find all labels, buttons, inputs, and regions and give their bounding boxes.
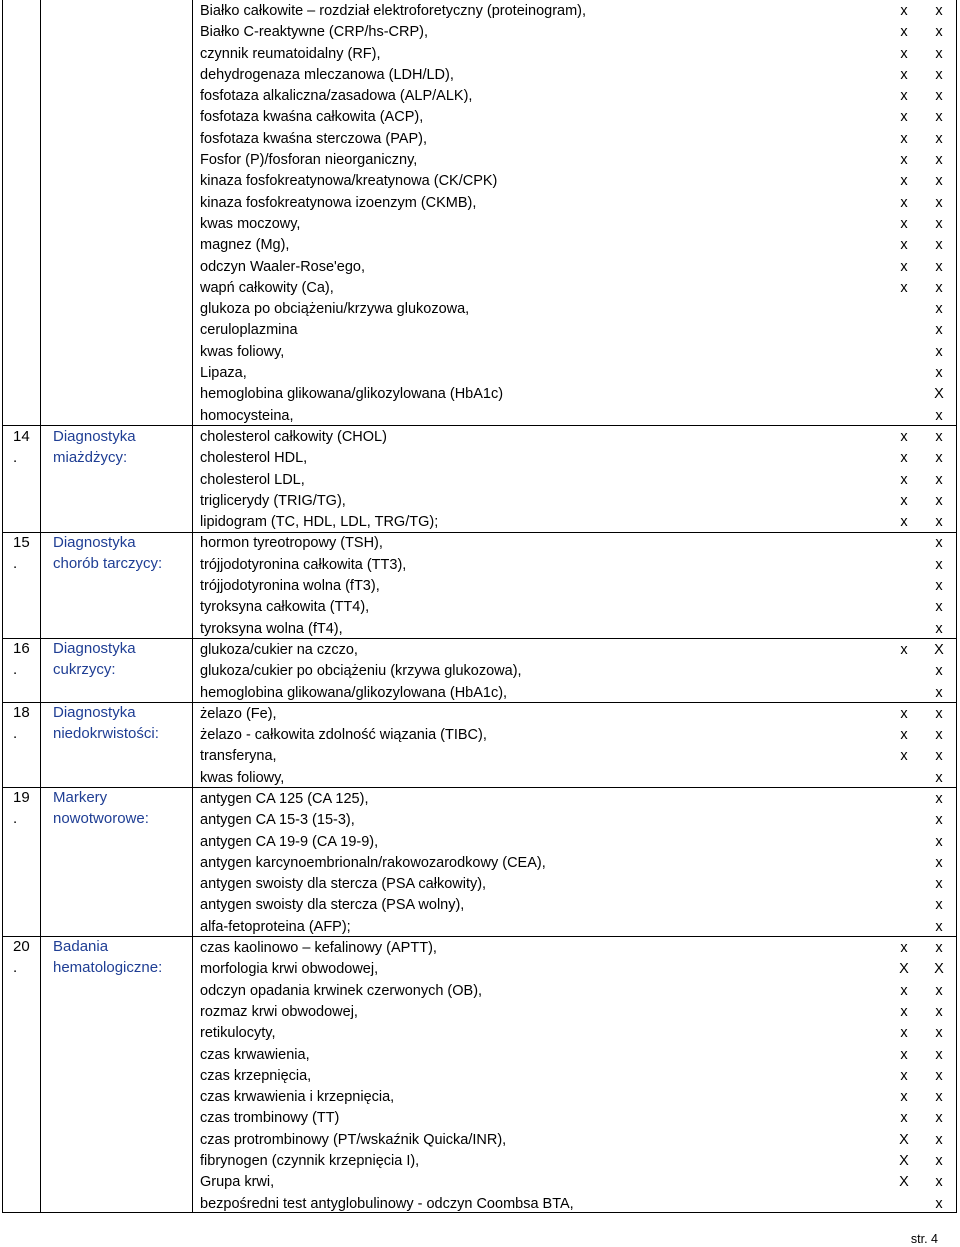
table-row <box>200 491 950 512</box>
table-row <box>200 384 950 405</box>
test-name: hemoglobina glikowana/glikozylowana (HbA1c), <box>200 684 508 701</box>
test-name: cholesterol HDL, <box>200 450 308 467</box>
section-number-dot: . <box>13 449 18 466</box>
mark-column-2: x <box>935 471 943 488</box>
mark-column-2: x <box>935 897 943 914</box>
mark-column-2: x <box>935 279 943 296</box>
mark-column-2: x <box>935 705 943 722</box>
mark-column-2: x <box>935 556 943 573</box>
mark-column-1: x <box>900 1046 908 1063</box>
test-name: glukoza/cukier po obciążeniu (krzywa glukozowa), <box>200 663 522 680</box>
test-name: żelazo - całkowita zdolność wiązania (TIBC), <box>200 727 487 744</box>
table-row <box>200 22 950 43</box>
mark-column-2: x <box>935 1110 943 1127</box>
mark-column-2: x <box>935 812 943 829</box>
mark-column-1: x <box>900 66 908 83</box>
table-row <box>200 533 950 554</box>
table-row <box>200 1087 950 1108</box>
table-row <box>200 917 950 938</box>
section-title: miażdżycy: <box>53 449 128 466</box>
table-row <box>200 86 950 107</box>
test-name: cholesterol całkowity (CHOL) <box>200 428 387 445</box>
test-name: fosfotaza alkaliczna/zasadowa (ALP/ALK), <box>200 88 473 105</box>
test-name: odczyn opadania krwinek czerwonych (OB), <box>200 982 483 999</box>
mark-column-2: x <box>935 215 943 232</box>
table-row <box>200 874 950 895</box>
mark-column-1: X <box>899 961 909 978</box>
mark-column-1: x <box>900 109 908 126</box>
section-number-dot: . <box>13 959 18 976</box>
mark-column-2: x <box>935 1153 943 1170</box>
column-divider-1 <box>40 0 41 1212</box>
mark-column-2: x <box>935 450 943 467</box>
section-number-dot: . <box>13 661 18 678</box>
section-number: 20 <box>13 938 30 955</box>
table-row <box>200 193 950 214</box>
mark-column-1: x <box>900 258 908 275</box>
mark-column-2: x <box>935 663 943 680</box>
table-row <box>200 1108 950 1129</box>
table-row <box>200 470 950 491</box>
table-row <box>200 853 950 874</box>
mark-column-2: x <box>935 173 943 190</box>
mark-column-2: x <box>935 1046 943 1063</box>
section-number-dot: . <box>13 725 18 742</box>
mark-column-2: x <box>935 514 943 531</box>
test-name: bezpośredni test antyglobulinowy - odczyn Coombsa BTA, <box>200 1195 574 1212</box>
table-row <box>200 278 950 299</box>
section-number: 14 <box>13 428 30 445</box>
mark-column-2: x <box>935 854 943 871</box>
test-name: żelazo (Fe), <box>200 705 277 722</box>
table-row <box>200 981 950 1002</box>
mark-column-2: x <box>935 535 943 552</box>
test-name: retikulocyty, <box>200 1025 276 1042</box>
mark-column-2: x <box>935 982 943 999</box>
section-number: 19 <box>13 789 30 806</box>
table-row <box>200 1151 950 1172</box>
table-row <box>200 320 950 341</box>
test-name: tyroksyna całkowita (TT4), <box>200 599 370 616</box>
mark-column-1: x <box>900 88 908 105</box>
mark-column-2: X <box>934 386 944 403</box>
mark-column-2: X <box>934 641 944 658</box>
mark-column-2: x <box>935 748 943 765</box>
section-number: 16 <box>13 640 30 657</box>
mark-column-2: x <box>935 109 943 126</box>
mark-column-1: x <box>900 514 908 531</box>
mark-column-2: x <box>935 66 943 83</box>
test-name: trójjodotyronina wolna (fT3), <box>200 578 380 595</box>
section-number-dot: . <box>13 810 18 827</box>
test-name: hormon tyreotropowy (TSH), <box>200 535 383 552</box>
table-row <box>200 1023 950 1044</box>
test-name: kwas foliowy, <box>200 769 285 786</box>
table-row <box>200 363 950 384</box>
test-name: wapń całkowity (Ca), <box>200 279 334 296</box>
mark-column-1: x <box>900 279 908 296</box>
section-title: hematologiczne: <box>53 959 163 976</box>
test-name: Białko C-reaktywne (CRP/hs-CRP), <box>200 24 429 41</box>
table-row <box>200 704 950 725</box>
table-row <box>200 640 950 661</box>
test-name: antygen CA 19-9 (CA 19-9), <box>200 833 379 850</box>
test-name: homocysteina, <box>200 407 294 424</box>
mark-column-1: x <box>900 173 908 190</box>
table-row <box>200 810 950 831</box>
mark-column-1: x <box>900 428 908 445</box>
mark-column-2: x <box>935 152 943 169</box>
mark-column-1: x <box>900 705 908 722</box>
table-row <box>200 768 950 789</box>
table-row <box>200 512 950 533</box>
mark-column-2: x <box>935 1003 943 1020</box>
page-number: str. 4 <box>910 1232 938 1246</box>
mark-column-2: x <box>935 620 943 637</box>
table-row <box>200 107 950 128</box>
table-row <box>200 597 950 618</box>
test-name: antygen karcynoembrionaln/rakowozarodkowy (CEA), <box>200 854 546 871</box>
mark-column-1: x <box>900 215 908 232</box>
table-row <box>200 235 950 256</box>
table-row <box>200 619 950 640</box>
mark-column-2: x <box>935 599 943 616</box>
section-title: nowotworowe: <box>53 810 149 827</box>
table-row <box>200 44 950 65</box>
table-row <box>200 576 950 597</box>
mark-column-2: x <box>935 3 943 19</box>
mark-column-1: x <box>900 237 908 254</box>
section-number: 15 <box>13 534 30 551</box>
mark-column-2: x <box>935 1089 943 1106</box>
table-row <box>200 661 950 682</box>
mark-column-2: x <box>935 130 943 147</box>
test-name: Białko całkowite – rozdział elektroforetyczny (proteinogram), <box>200 3 587 19</box>
test-name: antygen swoisty dla stercza (PSA wolny), <box>200 897 465 914</box>
mark-column-1: x <box>900 24 908 41</box>
section-title: Badania <box>53 938 109 955</box>
section-title: Diagnostyka <box>53 428 136 445</box>
test-name: magnez (Mg), <box>200 237 290 254</box>
test-name: Lipaza, <box>200 365 247 382</box>
table-row <box>200 683 950 704</box>
table-row <box>200 406 950 427</box>
mark-column-2: x <box>935 918 943 935</box>
mark-column-2: X <box>934 961 944 978</box>
table-row <box>200 448 950 469</box>
test-name: kwas foliowy, <box>200 343 285 360</box>
test-name: rozmaz krwi obwodowej, <box>200 1003 358 1020</box>
mark-column-1: X <box>899 1153 909 1170</box>
test-name: Fosfor (P)/fosforan nieorganiczny, <box>200 152 418 169</box>
mark-column-2: x <box>935 428 943 445</box>
test-name: dehydrogenaza mleczanowa (LDH/LD), <box>200 66 454 83</box>
mark-column-2: x <box>935 301 943 318</box>
test-name: fosfotaza kwaśna całkowita (ACP), <box>200 109 424 126</box>
test-name: tyroksyna wolna (fT4), <box>200 620 343 637</box>
test-name: kinaza fosfokreatynowa/kreatynowa (CK/CPK) <box>200 173 498 190</box>
test-name: trójjodotyronina całkowita (TT3), <box>200 556 407 573</box>
table-row <box>200 1066 950 1087</box>
test-name: czynnik reumatoidalny (RF), <box>200 45 381 62</box>
mark-column-1: x <box>900 641 908 658</box>
test-name: czas krzepnięcia, <box>200 1067 312 1084</box>
mark-column-2: x <box>935 790 943 807</box>
mark-column-2: x <box>935 876 943 893</box>
mark-column-2: x <box>935 24 943 41</box>
table-row <box>200 299 950 320</box>
section-title: chorób tarczycy: <box>53 555 163 572</box>
table-row <box>200 1 950 22</box>
test-name: alfa-fetoproteina (AFP); <box>200 918 351 935</box>
test-name: czas protrombinowy (PT/wskaźnik Quicka/INR), <box>200 1131 507 1148</box>
test-name: glukoza/cukier na czczo, <box>200 641 358 658</box>
mark-column-2: x <box>935 727 943 744</box>
mark-column-1: x <box>900 3 908 19</box>
mark-column-1: X <box>899 1131 909 1148</box>
mark-column-2: x <box>935 237 943 254</box>
mark-column-2: x <box>935 492 943 509</box>
table-row <box>200 150 950 171</box>
mark-column-1: x <box>900 152 908 169</box>
test-name: czas krwawienia i krzepnięcia, <box>200 1089 395 1106</box>
table-row <box>200 789 950 810</box>
mark-column-1: x <box>900 1025 908 1042</box>
section-title: Diagnostyka <box>53 640 136 657</box>
mark-column-1: x <box>900 471 908 488</box>
mark-column-2: x <box>935 1131 943 1148</box>
mark-column-2: x <box>935 833 943 850</box>
table-row <box>200 725 950 746</box>
test-name: czas kaolinowo – kefalinowy (APTT), <box>200 940 437 957</box>
mark-column-1: x <box>900 194 908 211</box>
mark-column-1: x <box>900 130 908 147</box>
mark-column-1: x <box>900 450 908 467</box>
test-name: antygen swoisty dla stercza (PSA całkowity), <box>200 876 487 893</box>
test-name: hemoglobina glikowana/glikozylowana (HbA1c) <box>200 386 504 403</box>
test-name: glukoza po obciążeniu/krzywa glukozowa, <box>200 301 470 318</box>
table-row <box>200 1172 950 1193</box>
test-name: antygen CA 15-3 (15-3), <box>200 812 355 829</box>
mark-column-2: x <box>935 365 943 382</box>
mark-column-2: x <box>935 578 943 595</box>
test-name: ceruloplazmina <box>200 322 298 339</box>
table-row <box>200 1002 950 1023</box>
test-name: antygen CA 125 (CA 125), <box>200 790 369 807</box>
mark-column-2: x <box>935 45 943 62</box>
mark-column-2: x <box>935 684 943 701</box>
section-title: niedokrwistości: <box>53 725 159 742</box>
test-name: lipidogram (TC, HDL, LDL, TRG/TG); <box>200 514 439 531</box>
table-row <box>200 1130 950 1151</box>
mark-column-1: x <box>900 748 908 765</box>
table-row <box>200 895 950 916</box>
mark-column-1: x <box>900 1067 908 1084</box>
table-row <box>200 65 950 86</box>
table-row <box>200 427 950 448</box>
mark-column-2: x <box>935 1174 943 1191</box>
mark-column-2: x <box>935 343 943 360</box>
test-name: triglicerydy (TRIG/TG), <box>200 492 346 509</box>
mark-column-2: x <box>935 258 943 275</box>
section-title: Markery <box>53 789 108 806</box>
mark-column-2: x <box>935 194 943 211</box>
test-name: morfologia krwi obwodowej, <box>200 961 379 978</box>
test-name: kwas moczowy, <box>200 215 301 232</box>
test-name: fibrynogen (czynnik krzepnięcia I), <box>200 1153 420 1170</box>
mark-column-1: x <box>900 1003 908 1020</box>
mark-column-2: x <box>935 407 943 424</box>
table-row <box>200 832 950 853</box>
table-row <box>200 746 950 767</box>
section-title: cukrzycy: <box>53 661 116 678</box>
mark-column-2: x <box>935 940 943 957</box>
test-name: transferyna, <box>200 748 277 765</box>
test-list <box>200 1 950 1215</box>
test-name: odczyn Waaler-Rose'ego, <box>200 258 366 275</box>
mark-column-2: x <box>935 1195 943 1212</box>
table-row <box>200 171 950 192</box>
table-row <box>200 214 950 235</box>
mark-column-1: x <box>900 982 908 999</box>
mark-column-2: x <box>935 88 943 105</box>
mark-column-1: x <box>900 940 908 957</box>
column-divider-2 <box>192 0 193 1212</box>
table-row <box>200 938 950 959</box>
table-row <box>200 959 950 980</box>
mark-column-2: x <box>935 1067 943 1084</box>
test-name: Grupa krwi, <box>200 1174 275 1191</box>
test-name: fosfotaza kwaśna sterczowa (PAP), <box>200 130 427 147</box>
mark-column-1: x <box>900 492 908 509</box>
section-number-dot: . <box>13 555 18 572</box>
test-name: czas trombinowy (TT) <box>200 1110 340 1127</box>
mark-column-2: x <box>935 1025 943 1042</box>
table-row <box>200 342 950 363</box>
table-row <box>200 1045 950 1066</box>
test-name: kinaza fosfokreatynowa izoenzym (CKMB), <box>200 194 477 211</box>
test-name: czas krwawienia, <box>200 1046 310 1063</box>
mark-column-1: x <box>900 727 908 744</box>
table-row <box>200 1194 950 1215</box>
section-number: 18 <box>13 704 30 721</box>
section-title: Diagnostyka <box>53 534 136 551</box>
test-name: cholesterol LDL, <box>200 471 305 488</box>
mark-column-2: x <box>935 769 943 786</box>
mark-column-1: x <box>900 45 908 62</box>
mark-column-1: X <box>899 1174 909 1191</box>
table-row <box>200 129 950 150</box>
section-title: Diagnostyka <box>53 704 136 721</box>
table-row <box>200 257 950 278</box>
mark-column-1: x <box>900 1089 908 1106</box>
mark-column-1: x <box>900 1110 908 1127</box>
mark-column-2: x <box>935 322 943 339</box>
table-row <box>200 555 950 576</box>
